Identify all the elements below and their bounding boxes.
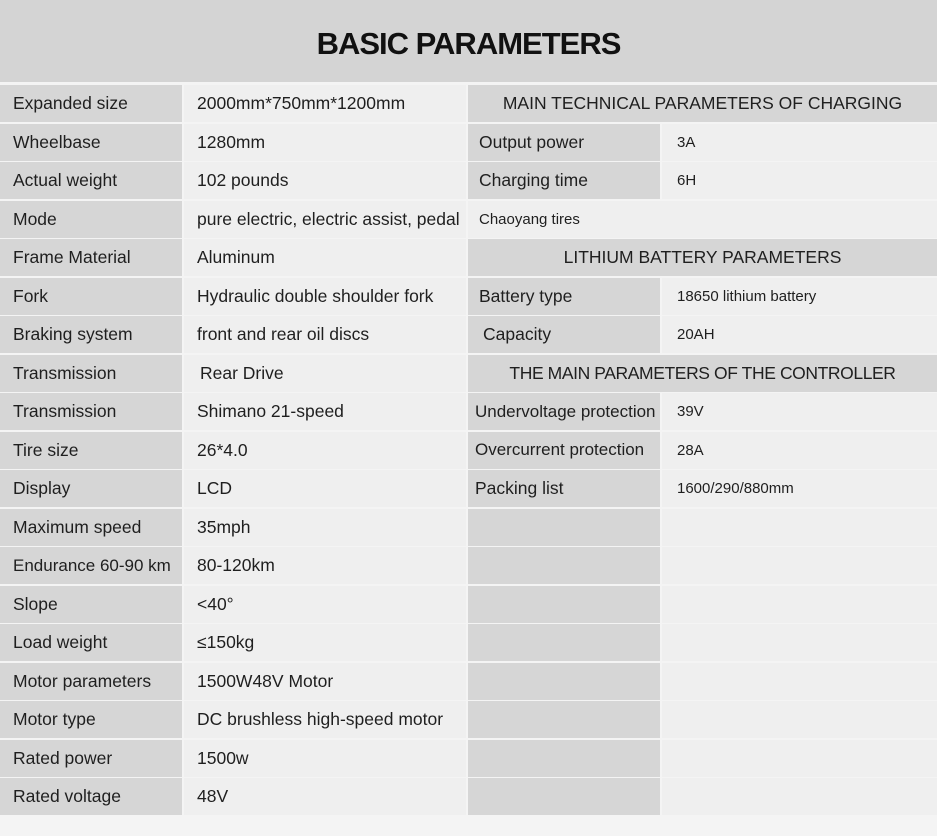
table-row [0,624,937,663]
param-value: DC brushless high-speed motor [184,701,466,738]
param-value: 48V [184,778,466,815]
param-value: Aluminum [184,239,466,276]
table-row [0,355,937,394]
param-label: Actual weight [0,162,182,199]
param-value: <40° [184,586,466,623]
empty-cell [662,509,937,546]
empty-cell [662,740,937,777]
param-value: front and rear oil discs [184,316,466,353]
empty-cell [468,586,660,623]
param-label: Wheelbase [0,124,182,161]
param-label: Mode [0,201,182,238]
param-label: Tire size [0,432,182,469]
table-row [0,85,937,124]
output-power-label: Output power [468,124,660,161]
table-row [0,470,937,509]
battery-type-label: Battery type [468,278,660,315]
param-label: Braking system [0,316,182,353]
param-value: Shimano 21-speed [184,393,466,430]
empty-cell [468,624,660,661]
packing-list-value: 1600/290/880mm [662,470,937,507]
param-label: Fork [0,278,182,315]
table-row [0,239,937,278]
table-row [0,663,937,702]
param-label: Motor type [0,701,182,738]
param-label: Slope [0,586,182,623]
empty-cell [468,740,660,777]
empty-cell [468,509,660,546]
param-value: 35mph [184,509,466,546]
table-row [0,393,937,432]
param-value: Hydraulic double shoulder fork [184,278,466,315]
param-value: 1280mm [184,124,466,161]
output-power-value: 3A [662,124,937,161]
table-row [0,162,937,201]
table-row [0,778,937,817]
charging-time-value: 6H [662,162,937,199]
param-label: Transmission [0,393,182,430]
table-row [0,701,937,740]
empty-cell [662,547,937,584]
param-label: Transmission [0,355,182,392]
param-label: Expanded size [0,85,182,122]
empty-cell [662,624,937,661]
param-value: 102 pounds [184,162,466,199]
battery-section-header: LITHIUM BATTERY PARAMETERS [468,239,937,276]
empty-cell [468,547,660,584]
table-row [0,740,937,779]
undervoltage-value: 39V [662,393,937,430]
charging-time-label: Charging time [468,162,660,199]
param-value: 2000mm*750mm*1200mm [184,85,466,122]
param-label: Rated voltage [0,778,182,815]
packing-list-label: Packing list [468,470,660,507]
table-row [0,432,937,471]
page-title: BASIC PARAMETERS [316,26,621,61]
param-label: Endurance 60-90 km [0,547,182,584]
param-label: Maximum speed [0,509,182,546]
charging-section-header: MAIN TECHNICAL PARAMETERS OF CHARGING [468,85,937,122]
table-row [0,509,937,548]
param-label: Rated power [0,740,182,777]
capacity-label: Capacity [468,316,660,353]
table-row [0,316,937,355]
param-label: Motor parameters [0,663,182,700]
empty-cell [662,778,937,815]
param-value: pure electric, electric assist, pedal [184,201,466,238]
param-value: 1500w [184,740,466,777]
battery-type-value: 18650 lithium battery [662,278,937,315]
tires-note: Chaoyang tires [468,201,937,238]
empty-cell [662,586,937,623]
param-label: Display [0,470,182,507]
empty-cell [468,663,660,700]
undervoltage-label: Undervoltage protection [468,393,660,430]
empty-cell [468,778,660,815]
param-label: Frame Material [0,239,182,276]
table-row [0,124,937,163]
table-row [0,201,937,240]
param-value: 1500W48V Motor [184,663,466,700]
param-label: Load weight [0,624,182,661]
param-value: 80-120km [184,547,466,584]
table-row [0,586,937,625]
capacity-value: 20AH [662,316,937,353]
empty-cell [662,701,937,738]
empty-cell [468,701,660,738]
controller-section-header: THE MAIN PARAMETERS OF THE CONTROLLER [468,355,937,392]
table-row [0,547,937,586]
param-value: 26*4.0 [184,432,466,469]
param-value: Rear Drive [184,355,466,392]
table-row [0,278,937,317]
param-value: ≤150kg [184,624,466,661]
param-value: LCD [184,470,466,507]
overcurrent-label: Overcurrent protection [468,432,660,469]
empty-cell [662,663,937,700]
header-banner [0,0,937,82]
overcurrent-value: 28A [662,432,937,469]
